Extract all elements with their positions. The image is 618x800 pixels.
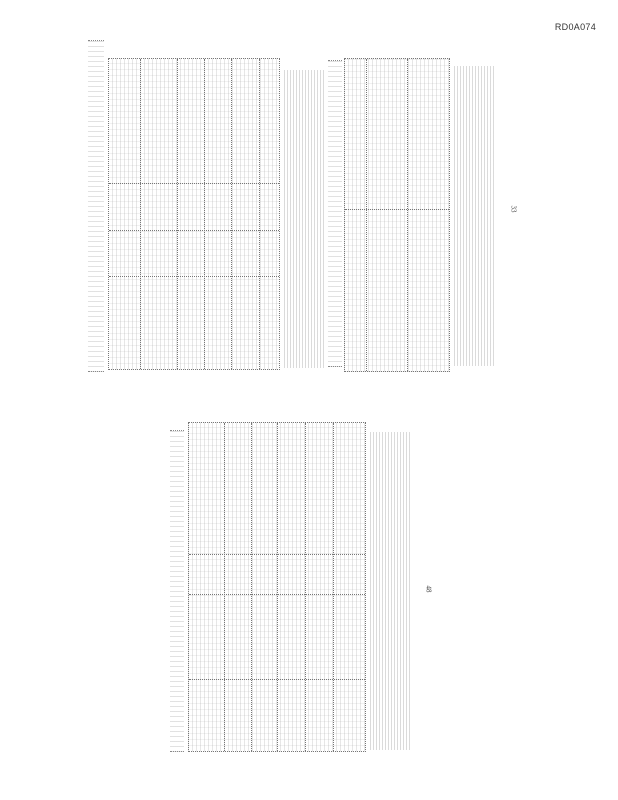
upper-page-number: 33 (509, 205, 518, 213)
upper-table-row-divider (109, 183, 279, 184)
lower-notes-text (368, 432, 410, 750)
upper-footnotes-text (452, 66, 496, 366)
upper-table-row-divider (109, 230, 279, 231)
lower-page-number: 48 (424, 585, 433, 593)
lower-table-col-divider (333, 423, 334, 751)
lower-table-col-divider (305, 423, 306, 751)
upper-table-col-divider (177, 59, 178, 369)
lower-table-caption (170, 430, 184, 752)
lower-table-col-divider (277, 423, 278, 751)
upper-second-table-caption (328, 60, 342, 367)
lower-table (188, 422, 366, 752)
upper-second-table-row-divider (345, 209, 449, 210)
lower-table-col-divider (251, 423, 252, 751)
upper-second-table-col-divider (366, 59, 367, 371)
upper-table-col-divider (231, 59, 232, 369)
upper-table-col-divider (259, 59, 260, 369)
document-header-code: RD0A074 (554, 22, 596, 32)
upper-table-col-divider (204, 59, 205, 369)
upper-second-table-col-divider (407, 59, 408, 371)
upper-second-table (344, 58, 450, 372)
upper-table-row-divider (109, 276, 279, 277)
upper-notes-text (282, 70, 324, 368)
upper-table (108, 58, 280, 370)
upper-table-caption (88, 40, 104, 372)
lower-table-col-divider (224, 423, 225, 751)
upper-table-col-divider (140, 59, 141, 369)
